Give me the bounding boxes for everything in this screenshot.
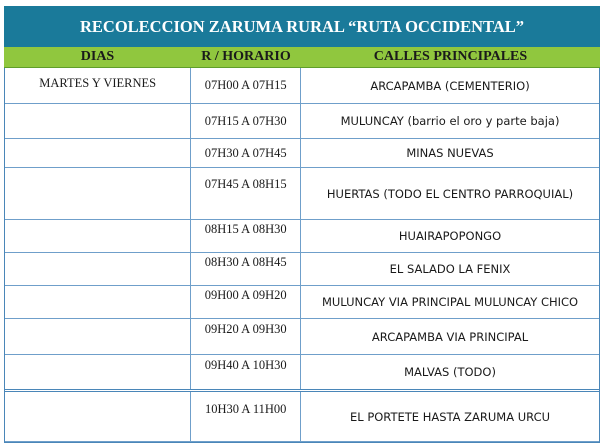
table-row	[5, 168, 599, 220]
header-dias: DIAS	[80, 49, 115, 64]
cell-horario: 08H30 A 08H45	[191, 253, 301, 285]
table-row	[5, 220, 599, 253]
table-row	[5, 253, 599, 286]
cell-calle: EL PORTETE HASTA ZARUMA URCU	[349, 409, 551, 424]
cell-dias	[5, 286, 191, 318]
cell-calle: MALVAS (TODO)	[404, 365, 496, 379]
cell-calle: EL SALADO LA FENIX	[389, 262, 511, 276]
cell-dias	[5, 355, 191, 389]
cell-dias	[5, 392, 191, 441]
schedule-table	[4, 6, 600, 443]
cell-dias	[5, 253, 191, 285]
cell-dias	[5, 319, 191, 354]
cell-calle: MULUNCAY (barrio el oro y parte baja)	[340, 114, 560, 128]
table-row	[5, 355, 599, 392]
table-row	[5, 319, 599, 355]
cell-horario: 07H15 A 07H30	[191, 104, 301, 138]
cell-calle: MULUNCAY VIA PRINCIPAL MULUNCAY CHICO	[321, 295, 579, 309]
cell-calle: ARCAPAMBA (CEMENTERIO)	[370, 78, 530, 93]
cell-calle: HUAIRAPOPONGO	[398, 229, 502, 243]
cell-horario: 10H30 A 11H00	[191, 392, 301, 441]
cell-dias	[5, 139, 191, 167]
cell-dias	[5, 104, 191, 138]
cell-horario: 07H30 A 07H45	[191, 139, 301, 167]
cell-dias	[5, 168, 191, 219]
table-header-row	[4, 47, 600, 68]
table-row	[5, 68, 599, 104]
table-row	[5, 104, 599, 139]
cell-horario: 09H40 A 10H30	[191, 355, 301, 389]
cell-calle: MINAS NUEVAS	[406, 146, 494, 160]
header-horario: R / HORARIO	[201, 49, 291, 64]
cell-horario: 09H20 A 09H30	[191, 319, 301, 354]
cell-horario: 07H00 A 07H15	[191, 68, 301, 103]
cell-dias	[5, 220, 191, 252]
cell-calle: ARCAPAMBA VIA PRINCIPAL	[371, 329, 529, 344]
table-body	[4, 68, 600, 443]
table-title: RECOLECCION ZARUMA RURAL “RUTA OCCIDENTAL”	[4, 6, 600, 47]
cell-dias: MARTES Y VIERNES	[5, 68, 191, 103]
header-calles: CALLES PRINCIPALES	[373, 49, 528, 64]
cell-horario: 08H15 A 08H30	[191, 220, 301, 252]
table-row	[5, 392, 599, 442]
cell-horario: 09H00 A 09H20	[191, 286, 301, 318]
table-row	[5, 139, 599, 168]
table-row	[5, 286, 599, 319]
cell-calle: HUERTAS (TODO EL CENTRO PARROQUIAL)	[326, 186, 574, 201]
cell-horario: 07H45 A 08H15	[191, 168, 301, 219]
